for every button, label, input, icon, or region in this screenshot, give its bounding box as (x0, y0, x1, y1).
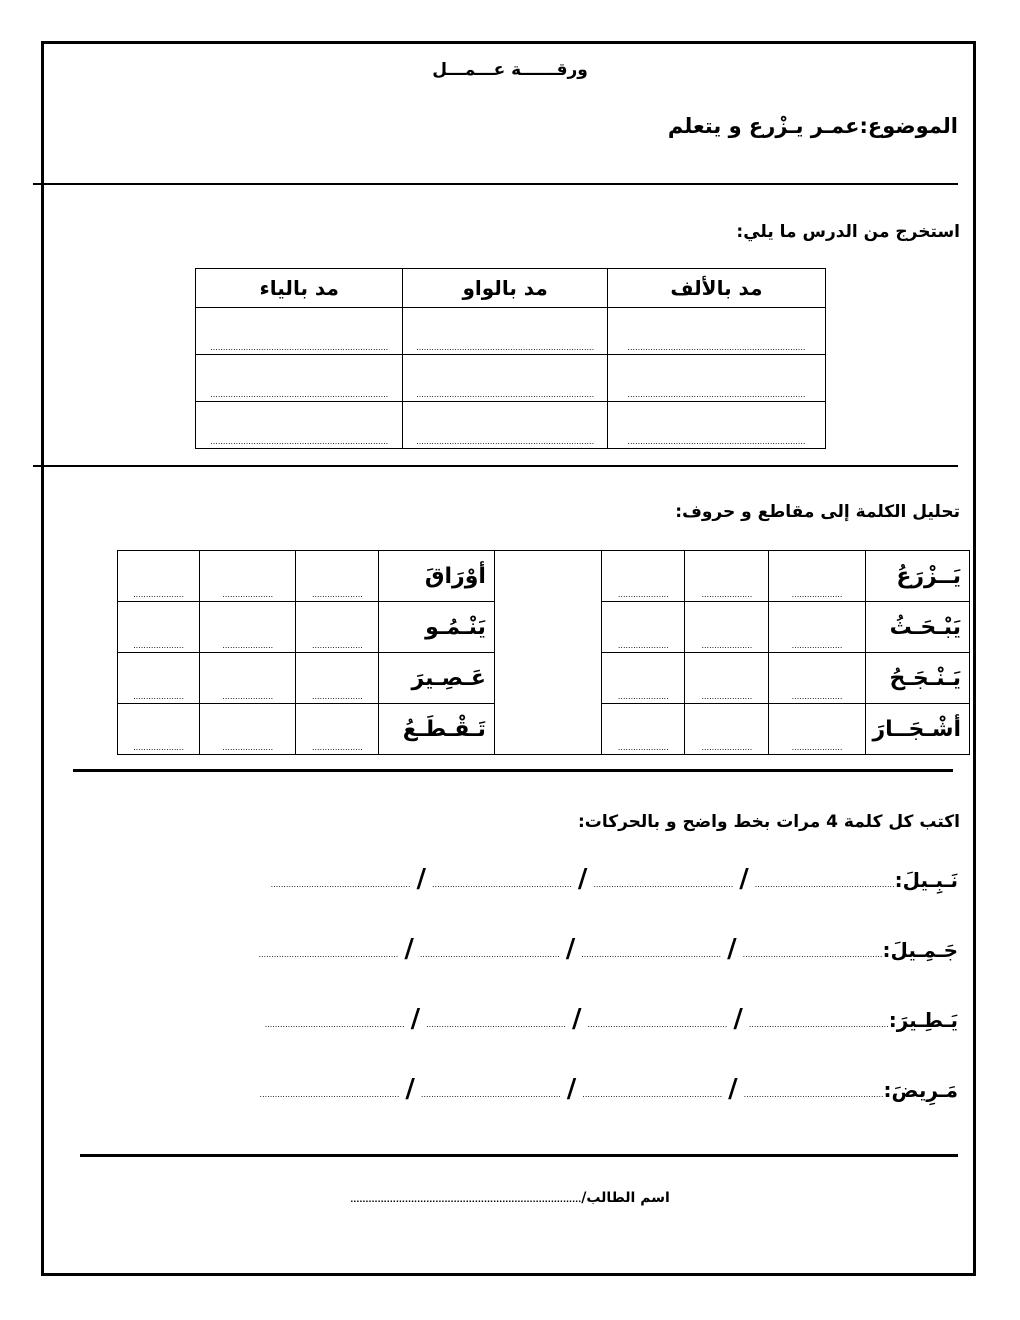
answer-cell[interactable]: .................... (296, 551, 379, 602)
answer-cell[interactable]: ...................................................................... (196, 308, 403, 355)
student-name-label: اسم الطالب/ (581, 1190, 670, 1206)
answer-cell[interactable]: ...................................................................... (403, 402, 607, 449)
answer-cell[interactable]: .................... (602, 704, 685, 755)
header-alif: مد بالألف (607, 269, 825, 308)
practice-word: مَـرِيضَ: (883, 1078, 958, 1102)
answer-line[interactable]: ....................................................... (742, 950, 883, 959)
section3-instruction: اكتب كل كلمة 4 مرات بخط واضح و بالحركات: (577, 812, 960, 832)
answer-cell[interactable]: .................... (685, 551, 769, 602)
divider (33, 465, 958, 467)
writing-row: جَـمِـيلَ:......................................................./......................................................./......................................................./....................................................... (258, 934, 958, 964)
word-right: يَــزْرَعُ (865, 551, 969, 602)
student-name-input[interactable]: ............................................................................ (350, 1195, 582, 1204)
gap-cell (494, 551, 601, 755)
answer-cell[interactable]: .................... (118, 704, 200, 755)
practice-word: جَـمِـيلَ: (882, 938, 958, 962)
header-waw: مد بالواو (403, 269, 607, 308)
answer-cell[interactable]: .................... (685, 602, 769, 653)
answer-line[interactable]: ....................................................... (582, 1090, 723, 1099)
answer-line[interactable]: ....................................................... (743, 1090, 884, 1099)
section2-instruction: تحليل الكلمة إلى مقاطع و حروف: (675, 502, 960, 522)
answer-cell[interactable]: .................... (769, 602, 865, 653)
word-left: يَنْـمُـو (379, 602, 494, 653)
answer-line[interactable]: ....................................................... (259, 1090, 400, 1099)
answer-line[interactable]: ....................................................... (748, 1020, 889, 1029)
answer-cell[interactable]: ...................................................................... (607, 402, 825, 449)
madd-table (195, 268, 826, 449)
syllable-table (117, 550, 970, 755)
answer-line[interactable]: ....................................................... (593, 880, 734, 889)
header-yaa: مد بالياء (196, 269, 403, 308)
answer-cell[interactable]: .................... (769, 653, 865, 704)
divider (33, 183, 958, 185)
answer-cell[interactable]: .................... (769, 551, 865, 602)
answer-line[interactable]: ....................................................... (420, 1090, 561, 1099)
writing-row: نَـبِـيلَ:......................................................./......................................................./......................................................./....................................................... (270, 864, 958, 894)
answer-cell[interactable]: ...................................................................... (196, 402, 403, 449)
answer-cell[interactable]: .................... (200, 551, 296, 602)
word-right: يَبْـحَـثُ (865, 602, 969, 653)
answer-cell[interactable]: .................... (200, 602, 296, 653)
answer-cell[interactable]: .................... (296, 602, 379, 653)
writing-row: مَـرِيضَ:......................................................./......................................................./......................................................./....................................................... (259, 1074, 958, 1104)
answer-cell[interactable]: .................... (118, 551, 200, 602)
answer-line[interactable]: ....................................................... (419, 950, 560, 959)
answer-line[interactable]: ....................................................... (581, 950, 722, 959)
answer-line[interactable]: ....................................................... (754, 880, 895, 889)
answer-cell[interactable]: .................... (769, 704, 865, 755)
answer-cell[interactable]: .................... (685, 653, 769, 704)
answer-line[interactable]: ....................................................... (258, 950, 399, 959)
topic-heading: الموضوع:عمـر يـزْرع و يتعلم (667, 114, 958, 138)
answer-cell[interactable]: .................... (685, 704, 769, 755)
section1-instruction: استخرج من الدرس ما يلي: (736, 222, 960, 242)
answer-cell[interactable]: .................... (602, 602, 685, 653)
answer-line[interactable]: ....................................................... (426, 1020, 566, 1029)
word-right: أشْـجَــارَ (865, 704, 969, 755)
answer-cell[interactable]: .................... (200, 704, 296, 755)
answer-cell[interactable]: .................... (296, 704, 379, 755)
answer-line[interactable]: ....................................................... (432, 880, 572, 889)
answer-line[interactable]: ....................................................... (587, 1020, 728, 1029)
answer-cell[interactable]: ...................................................................... (403, 308, 607, 355)
answer-line[interactable]: ....................................................... (270, 880, 411, 889)
word-left: أوْرَاقَ (379, 551, 494, 602)
answer-cell[interactable]: .................... (296, 653, 379, 704)
divider (73, 769, 953, 772)
answer-cell[interactable]: .................... (602, 551, 685, 602)
worksheet-title: ورقــــــة عـــمـــل (432, 60, 588, 80)
answer-cell[interactable]: .................... (200, 653, 296, 704)
word-left: عَـصِـيرَ (379, 653, 494, 704)
practice-word: يَـطِـيرَ: (888, 1008, 958, 1032)
answer-cell[interactable]: ...................................................................... (607, 355, 825, 402)
answer-cell[interactable]: ...................................................................... (403, 355, 607, 402)
answer-cell[interactable]: ...................................................................... (196, 355, 403, 402)
student-name-line (0, 1190, 1020, 1206)
answer-line[interactable]: ....................................................... (264, 1020, 405, 1029)
answer-cell[interactable]: ...................................................................... (607, 308, 825, 355)
word-right: يَـنْـجَـحُ (865, 653, 969, 704)
answer-cell[interactable]: .................... (602, 653, 685, 704)
answer-cell[interactable]: .................... (118, 602, 200, 653)
writing-row: يَـطِـيرَ:......................................................./......................................................./......................................................./....................................................... (264, 1004, 958, 1034)
practice-word: نَـبِـيلَ: (894, 868, 958, 892)
divider (80, 1154, 958, 1157)
answer-cell[interactable]: .................... (118, 653, 200, 704)
word-left: تَـقْـطَـعُ (379, 704, 494, 755)
